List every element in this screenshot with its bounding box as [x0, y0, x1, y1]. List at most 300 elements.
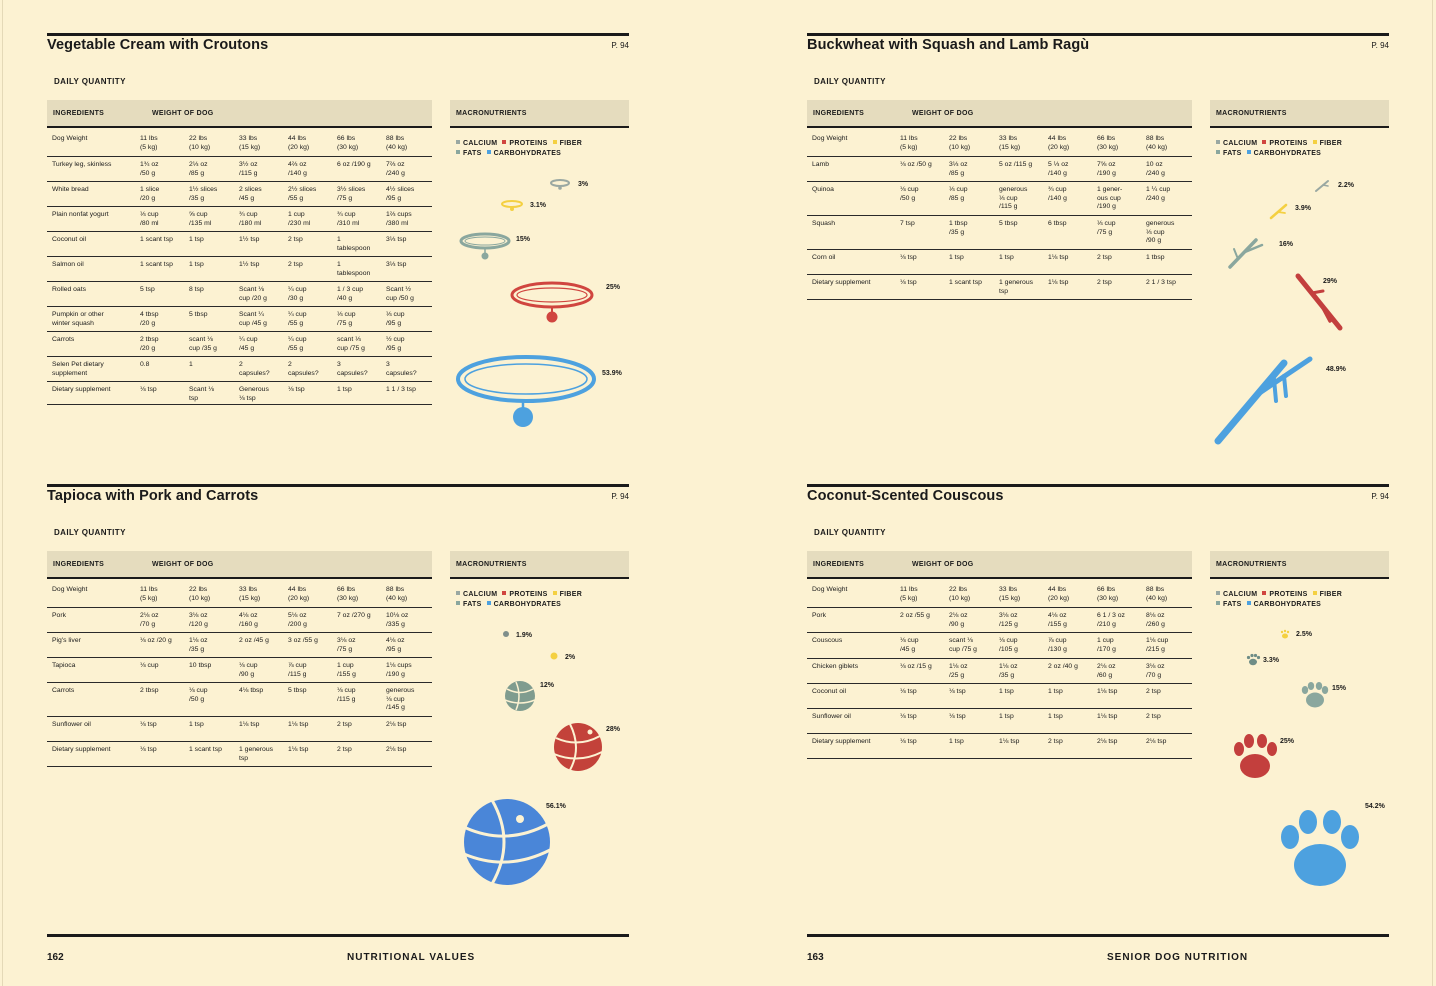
- quantity-cell: 1 tsp: [949, 738, 964, 745]
- macro-pct-2: 2%: [565, 654, 576, 661]
- macro-paws: [1210, 614, 1389, 914]
- legend-calcium: CALCIUM: [456, 140, 497, 147]
- table-row: [47, 157, 432, 182]
- quantity-cell: 1 tsp: [1048, 713, 1063, 720]
- ingredients-header: INGREDIENTS: [813, 110, 865, 117]
- ingredient-name: Dietary supplement: [812, 738, 871, 745]
- quantity-cell: 44 lbs (20 kg): [288, 586, 310, 602]
- legend-proteins: PROTEINS: [1262, 591, 1307, 598]
- carbohydrates-swatch: [487, 601, 491, 605]
- quantity-cell: 5 tsp: [140, 286, 155, 293]
- macro-collars: [450, 163, 629, 463]
- macro-pct-4: 28%: [606, 726, 621, 733]
- quantity-cell: 66 lbs (30 kg): [1097, 586, 1119, 602]
- quantity-cell: 1 tbsp: [1146, 254, 1165, 261]
- quantity-cell: ¼ cup /55 g: [288, 311, 307, 327]
- ingredient-name: Dietary supplement: [52, 746, 111, 753]
- table-row: [807, 250, 1192, 275]
- quantity-cell: 5 ⅓ oz /140 g: [1048, 161, 1069, 177]
- quantity-cell: 1 generous tsp: [999, 279, 1034, 295]
- macro-pct-2: 16%: [1279, 241, 1294, 248]
- ball-proteins-icon: [554, 723, 602, 771]
- recipe-vegetable-cream: [47, 33, 629, 463]
- macronutrients-header: [450, 100, 629, 128]
- ingredient-name: Squash: [812, 220, 836, 227]
- paw-carbohydrates-icon: [1281, 810, 1359, 886]
- quantity-cell: 33 lbs (15 kg): [239, 135, 261, 151]
- quantity-cell: 2 tsp: [337, 746, 352, 753]
- page-edge-right: [1432, 0, 1433, 986]
- title-rule: [807, 484, 1389, 487]
- legend-calcium: CALCIUM: [1216, 591, 1257, 598]
- macro-balls: [450, 614, 629, 914]
- quantity-cell: 1⅛ oz /35 g: [189, 637, 208, 653]
- weight-header: WEIGHT OF DOG: [912, 561, 974, 568]
- ingredient-name: Dietary supplement: [52, 386, 111, 393]
- stick-calcium-icon: [1316, 181, 1328, 191]
- page-edge-left: [2, 0, 3, 986]
- ingredient-name: Chicken giblets: [812, 663, 859, 670]
- legend-carbohydrates: CARBOHYDRATES: [1247, 601, 1322, 608]
- quantity-cell: 1 cup /170 g: [1097, 637, 1116, 653]
- macro-pct-4: 25%: [1280, 738, 1295, 745]
- quantity-cell: 2⅛ oz /90 g: [949, 612, 968, 628]
- daily-quantity-label: DAILY QUANTITY: [814, 77, 886, 86]
- quantity-cell: 1⅛ tsp: [1097, 688, 1118, 695]
- quantity-cell: 2 oz /45 g: [239, 637, 269, 644]
- quantity-cell: 88 lbs (40 kg): [386, 586, 408, 602]
- calcium-swatch: [456, 140, 460, 144]
- legend-fiber: FIBER: [553, 591, 583, 598]
- ingredient-name: White bread: [52, 186, 89, 193]
- quantity-cell: ⅛ tsp: [949, 688, 966, 695]
- table-row: [47, 658, 432, 683]
- calcium-swatch: [1216, 591, 1220, 595]
- quantity-cell: ⅛ cup /45 g: [900, 637, 919, 653]
- page-reference: P. 94: [1371, 41, 1389, 50]
- quantity-cell: 10 oz /240 g: [1146, 161, 1165, 177]
- quantity-cell: scant ⅛ cup /35 g: [189, 336, 217, 352]
- quantity-cell: 1⅛ tsp: [288, 721, 309, 728]
- ingredients-header: INGREDIENTS: [813, 561, 865, 568]
- stick-fiber-icon: [1271, 205, 1286, 218]
- ball-fiber-icon: [551, 653, 558, 660]
- fiber-swatch: [553, 140, 557, 144]
- quantity-cell: 2 tsp: [288, 261, 303, 268]
- table-header-row: [807, 131, 1192, 157]
- ingredients-table: [47, 131, 432, 405]
- quantity-cell: 1 tsp: [189, 261, 204, 268]
- ingredient-name: Coconut oil: [812, 688, 847, 695]
- quantity-cell: 6 oz /190 g: [337, 161, 371, 168]
- table-row: [807, 216, 1192, 250]
- quantity-cell: 6 tbsp: [1048, 220, 1067, 227]
- calcium-swatch: [456, 591, 460, 595]
- quantity-cell: 44 lbs (20 kg): [1048, 586, 1070, 602]
- quantity-cell: ⅛ tsp: [900, 738, 917, 745]
- quantity-cell: ⅛ cup: [140, 662, 159, 669]
- quantity-cell: 2⅛ oz /70 g: [140, 612, 159, 628]
- quantity-cell: 11 lbs (5 kg): [140, 135, 158, 151]
- quantity-cell: 1⅔ cups /380 ml: [386, 211, 412, 227]
- macronutrients-header: [450, 551, 629, 579]
- quantity-cell: 1⅛ oz /25 g: [949, 663, 968, 679]
- ingredient-name: Dog Weight: [812, 586, 848, 593]
- quantity-cell: 1 tsp: [1048, 688, 1063, 695]
- quantity-cell: 0.8: [140, 361, 150, 368]
- fiber-swatch: [1313, 140, 1317, 144]
- macro-pct-1: 3%: [578, 181, 589, 188]
- quantity-cell: 2 tsp: [1097, 279, 1112, 286]
- table-row: [807, 684, 1192, 709]
- quantity-cell: 1 tsp: [999, 713, 1014, 720]
- table-header: [47, 551, 432, 579]
- proteins-swatch: [502, 140, 506, 144]
- quantity-cell: 11 lbs (5 kg): [140, 586, 158, 602]
- quantity-cell: 1 slice /20 g: [140, 186, 160, 202]
- quantity-cell: 3 capsules?: [337, 361, 368, 377]
- quantity-cell: 2 tbsp /20 g: [140, 336, 159, 352]
- quantity-cell: ½ cup /95 g: [386, 336, 405, 352]
- macronutrients-header: [1210, 551, 1389, 579]
- quantity-cell: 3⅛ oz /120 g: [189, 612, 208, 628]
- ingredient-name: Corn oil: [812, 254, 836, 261]
- quantity-cell: 2⅛ tsp: [1146, 738, 1167, 745]
- quantity-cell: 1 generous tsp: [239, 746, 274, 762]
- table-row: [47, 332, 432, 357]
- quantity-cell: 1 tsp: [337, 386, 352, 393]
- ingredients-header: INGREDIENTS: [53, 561, 105, 568]
- paw-fiber-icon: [1281, 630, 1289, 639]
- quantity-cell: 5 tbsp: [288, 687, 307, 694]
- table-row: [807, 709, 1192, 734]
- quantity-cell: 1 gener- ous cup /190 g: [1097, 186, 1123, 210]
- ingredient-name: Pig's liver: [52, 637, 81, 644]
- quantity-cell: 1½ tsp: [239, 261, 260, 268]
- quantity-cell: 2 tsp: [1146, 713, 1161, 720]
- recipe-coconut-couscous: [807, 484, 1389, 914]
- quantity-cell: ⅛ tsp: [900, 688, 917, 695]
- quantity-cell: 4⅛ tbsp: [239, 687, 264, 694]
- quantity-cell: 2⅛ oz /60 g: [1097, 663, 1116, 679]
- quantity-cell: 1⅛ tsp: [1097, 713, 1118, 720]
- quantity-cell: 1⅛ tsp: [1048, 279, 1069, 286]
- page-reference: P. 94: [611, 41, 629, 50]
- ingredient-name: Carrots: [52, 687, 75, 694]
- macronutrients-label: MACRONUTRIENTS: [1216, 110, 1287, 117]
- legend-fats: FATS: [1216, 601, 1242, 608]
- quantity-cell: ¼ cup /55 g: [288, 336, 307, 352]
- quantity-cell: 33 lbs (15 kg): [999, 135, 1021, 151]
- quantity-cell: 33 lbs (15 kg): [239, 586, 261, 602]
- quantity-cell: 1 tbsp /35 g: [949, 220, 968, 236]
- quantity-cell: 2 tsp: [337, 721, 352, 728]
- quantity-cell: 1½ slices /35 g: [189, 186, 218, 202]
- macro-pct-3: 3.9%: [1295, 205, 1311, 212]
- fats-swatch: [456, 150, 460, 154]
- collar-carbohydrates-icon: [458, 357, 594, 427]
- proteins-swatch: [502, 591, 506, 595]
- quantity-cell: 1 tsp: [189, 236, 204, 243]
- legend-fiber: FIBER: [553, 140, 583, 147]
- daily-quantity-label: DAILY QUANTITY: [54, 528, 126, 537]
- ingredient-name: Tapioca: [52, 662, 76, 669]
- quantity-cell: 1 tablespoon: [337, 236, 371, 252]
- quantity-cell: 2 tsp: [1048, 738, 1063, 745]
- quantity-cell: 66 lbs (30 kg): [337, 586, 359, 602]
- quantity-cell: 22 lbs (10 kg): [189, 135, 211, 151]
- quantity-cell: ¾ cup /180 ml: [239, 211, 262, 227]
- quantity-cell: Scant ½ cup /50 g: [386, 286, 414, 302]
- quantity-cell: 10⅛ oz /335 g: [386, 612, 409, 628]
- macro-pct-1: 1.9%: [516, 632, 532, 639]
- quantity-cell: 1⅛ cup /215 g: [1146, 637, 1169, 653]
- quantity-cell: 4⅛ oz /155 g: [1048, 612, 1067, 628]
- quantity-cell: ⅓ cup /85 g: [949, 186, 968, 202]
- table-row: [47, 717, 432, 742]
- legend-fiber: FIBER: [1313, 591, 1343, 598]
- quantity-cell: 5 oz /115 g: [999, 161, 1033, 168]
- macro-legend: [1216, 139, 1391, 159]
- table-row: [807, 608, 1192, 633]
- quantity-cell: 3⅓ oz /85 g: [949, 161, 968, 177]
- proteins-swatch: [1262, 140, 1266, 144]
- quantity-cell: 1 tablespoon: [337, 261, 371, 277]
- collar-calcium-icon: [551, 180, 569, 190]
- quantity-cell: ⅛ cup /90 g: [239, 662, 258, 678]
- macro-pct-2: 3.1%: [530, 202, 546, 209]
- macro-legend: [1216, 590, 1391, 610]
- table-row: [807, 275, 1192, 300]
- quantity-cell: 2 capsules?: [288, 361, 319, 377]
- quantity-cell: 3⅛ oz /70 g: [1146, 663, 1165, 679]
- quantity-cell: 4⅛ oz /160 g: [239, 612, 258, 628]
- legend-proteins: PROTEINS: [502, 591, 547, 598]
- quantity-cell: 1 ¼ cup /240 g: [1146, 186, 1171, 202]
- title-rule: [807, 33, 1389, 36]
- quantity-cell: 22 lbs (10 kg): [949, 135, 971, 151]
- quantity-cell: 3⅛ oz /75 g: [337, 637, 356, 653]
- collar-proteins-icon: [512, 283, 592, 323]
- quantity-cell: 1 cup /155 g: [337, 662, 356, 678]
- ball-fats-icon: [505, 681, 535, 711]
- quantity-cell: 1 tsp: [949, 254, 964, 261]
- quantity-cell: 3 oz /55 g: [288, 637, 318, 644]
- quantity-cell: 7⅝ oz /190 g: [1097, 161, 1116, 177]
- quantity-cell: 1 tsp: [999, 254, 1014, 261]
- quantity-cell: 7 oz /270 g: [337, 612, 371, 619]
- quantity-cell: 1⅛ tsp: [1048, 254, 1069, 261]
- quantity-cell: 7 tsp: [900, 220, 915, 227]
- quantity-cell: ⅛ tsp: [900, 713, 917, 720]
- quantity-cell: 1 1 / 3 tsp: [386, 386, 416, 393]
- macro-pct-4: 29%: [1323, 278, 1338, 285]
- quantity-cell: 2 capsules?: [239, 361, 270, 377]
- ingredient-name: Pork: [812, 612, 826, 619]
- collar-fats-icon: [461, 234, 509, 260]
- macro-pct-4: 25%: [606, 284, 621, 291]
- ingredient-name: Pumpkin or other winter squash: [52, 311, 104, 327]
- quantity-cell: 5 tbsp: [189, 311, 208, 318]
- quantity-cell: 2½ slices /55 g: [288, 186, 317, 202]
- fiber-swatch: [553, 591, 557, 595]
- quantity-cell: 1⅛ tsp: [288, 746, 309, 753]
- weight-header: WEIGHT OF DOG: [152, 110, 214, 117]
- recipe-title: Coconut-Scented Couscous: [807, 488, 1004, 504]
- quantity-cell: 2 tsp: [1146, 688, 1161, 695]
- table-header-row: [47, 582, 432, 608]
- quantity-cell: 8⅛ oz /260 g: [1146, 612, 1165, 628]
- legend-fiber: FIBER: [1313, 140, 1343, 147]
- table-row: [47, 633, 432, 658]
- quantity-cell: 44 lbs (20 kg): [288, 135, 310, 151]
- quantity-cell: 1 / 3 cup /40 g: [337, 286, 364, 302]
- quantity-cell: generous ⅛ cup /145 g: [386, 687, 415, 711]
- legend-fats: FATS: [1216, 150, 1242, 157]
- fats-swatch: [1216, 601, 1220, 605]
- table-row: [47, 182, 432, 207]
- quantity-cell: ⅓ cup /95 g: [386, 311, 405, 327]
- table-row: [807, 633, 1192, 659]
- section-title-left: NUTRITIONAL VALUES: [347, 952, 476, 963]
- table-row: [47, 207, 432, 232]
- page-reference: P. 94: [1371, 492, 1389, 501]
- quantity-cell: 1 scant tsp: [949, 279, 982, 286]
- quantity-cell: 3⅓ tsp: [386, 261, 407, 268]
- quantity-cell: 2⅛ tsp: [1097, 738, 1118, 745]
- macro-pct-5: 53.9%: [602, 370, 622, 377]
- quantity-cell: 66 lbs (30 kg): [1097, 135, 1119, 151]
- quantity-cell: ⅛ tsp: [140, 721, 157, 728]
- quantity-cell: ⅞ cup /115 g: [288, 662, 307, 678]
- ball-calcium-icon: [503, 631, 509, 637]
- quantity-cell: 7⅔ oz /240 g: [386, 161, 405, 177]
- daily-quantity-label: DAILY QUANTITY: [814, 528, 886, 537]
- paw-calcium-icon: [1247, 654, 1260, 665]
- quantity-cell: 1 tsp: [999, 688, 1014, 695]
- quantity-cell: 88 lbs (40 kg): [1146, 586, 1168, 602]
- ingredient-name: Dog Weight: [812, 135, 848, 142]
- quantity-cell: 4½ slices /95 g: [386, 186, 415, 202]
- table-header-row: [47, 131, 432, 157]
- ingredient-name: Sunflower oil: [52, 721, 91, 728]
- quantity-cell: 1 scant tsp: [140, 261, 173, 268]
- quantity-cell: 88 lbs (40 kg): [386, 135, 408, 151]
- ingredient-name: Dog Weight: [52, 586, 88, 593]
- paw-fats-icon: [1302, 682, 1328, 708]
- table-row: [47, 307, 432, 332]
- ingredient-name: Coconut oil: [52, 236, 87, 243]
- ingredient-name: Rolled oats: [52, 286, 87, 293]
- table-row: [47, 232, 432, 257]
- quantity-cell: generous ⅓ cup /90 g: [1146, 220, 1175, 244]
- ingredient-name: Pork: [52, 612, 66, 619]
- ingredient-name: Dietary supplement: [812, 279, 871, 286]
- recipe-buckwheat-lamb: [807, 33, 1389, 463]
- quantity-cell: 88 lbs (40 kg): [1146, 135, 1168, 151]
- quantity-cell: scant ⅓ cup /75 g: [337, 336, 365, 352]
- quantity-cell: Generous ⅛ tsp: [239, 386, 269, 402]
- quantity-cell: 2 tbsp: [140, 687, 159, 694]
- quantity-cell: 2 oz /55 g: [900, 612, 930, 619]
- quantity-cell: 1 tsp: [189, 721, 204, 728]
- macro-pct-3: 15%: [1332, 685, 1347, 692]
- quantity-cell: 2⅛ tsp: [386, 746, 407, 753]
- quantity-cell: 1¾ oz /50 g: [140, 161, 159, 177]
- quantity-cell: 6 1 / 3 oz /210 g: [1097, 612, 1125, 628]
- legend-calcium: CALCIUM: [1216, 140, 1257, 147]
- quantity-cell: 66 lbs (30 kg): [337, 135, 359, 151]
- macro-pct-3: 15%: [516, 236, 531, 243]
- table-row: [807, 734, 1192, 759]
- quantity-cell: ⅛ cup /105 g: [999, 637, 1018, 653]
- page-number-left: 162: [47, 952, 64, 963]
- macro-legend: [456, 590, 631, 610]
- quantity-cell: 5⅛ oz /200 g: [288, 612, 307, 628]
- quantity-cell: ¾ cup /140 g: [1048, 186, 1067, 202]
- quantity-cell: 3⅛ oz /125 g: [999, 612, 1018, 628]
- table-row: [47, 357, 432, 382]
- fats-swatch: [1216, 150, 1220, 154]
- quantity-cell: 4⅛ oz /95 g: [386, 637, 405, 653]
- macro-pct-1: 2.2%: [1338, 182, 1354, 189]
- fiber-swatch: [1313, 591, 1317, 595]
- ball-carbohydrates-icon: [464, 799, 550, 885]
- quantity-cell: 3⅓ tsp: [386, 236, 407, 243]
- table-row: [807, 659, 1192, 684]
- macro-pct-3: 12%: [540, 682, 555, 689]
- stick-carbohydrates-icon: [1218, 359, 1310, 441]
- quantity-cell: ⅛ cup /50 g: [189, 687, 208, 703]
- table-row: [47, 742, 432, 767]
- recipe-title: Buckwheat with Squash and Lamb Ragù: [807, 37, 1090, 53]
- ingredient-name: Plain nonfat yogurt: [52, 211, 109, 218]
- proteins-swatch: [1262, 591, 1266, 595]
- quantity-cell: ⅓ cup /75 g: [337, 311, 356, 327]
- carbohydrates-swatch: [1247, 150, 1251, 154]
- quantity-cell: 10 tbsp: [189, 662, 212, 669]
- table-row: [47, 382, 432, 405]
- recipe-title: Tapioca with Pork and Carrots: [47, 488, 259, 504]
- quantity-cell: 2⅛ tsp: [386, 721, 407, 728]
- quantity-cell: 1 scant tsp: [189, 746, 222, 753]
- table-header-row: [807, 582, 1192, 608]
- table-row: [47, 608, 432, 633]
- quantity-cell: 1½ tsp: [239, 236, 260, 243]
- table-row: [47, 282, 432, 307]
- ingredients-table: [807, 131, 1192, 300]
- calcium-swatch: [1216, 140, 1220, 144]
- quantity-cell: 33 lbs (15 kg): [999, 586, 1021, 602]
- quantity-cell: ⅛ oz /50 g: [900, 161, 932, 168]
- legend-carbohydrates: CARBOHYDRATES: [1247, 150, 1322, 157]
- quantity-cell: 11 lbs (5 kg): [900, 586, 918, 602]
- macro-legend: [456, 139, 631, 159]
- quantity-cell: Scant ¼ cup /45 g: [239, 311, 267, 327]
- ingredient-name: Sunflower oil: [812, 713, 851, 720]
- quantity-cell: ⅛ tsp: [949, 713, 966, 720]
- quantity-cell: Scant ⅛ tsp: [189, 386, 214, 402]
- quantity-cell: 2 tsp: [288, 236, 303, 243]
- quantity-cell: 22 lbs (10 kg): [949, 586, 971, 602]
- ingredient-name: Selen Pet dietary supplement: [52, 361, 104, 377]
- quantity-cell: ⅞ cup /130 g: [1048, 637, 1067, 653]
- quantity-cell: 2⅓ oz /85 g: [189, 161, 208, 177]
- quantity-cell: ⅓ cup /80 ml: [140, 211, 159, 227]
- title-rule: [47, 484, 629, 487]
- section-title-right: SENIOR DOG NUTRITION: [1107, 952, 1249, 963]
- quantity-cell: 5 tbsp: [999, 220, 1018, 227]
